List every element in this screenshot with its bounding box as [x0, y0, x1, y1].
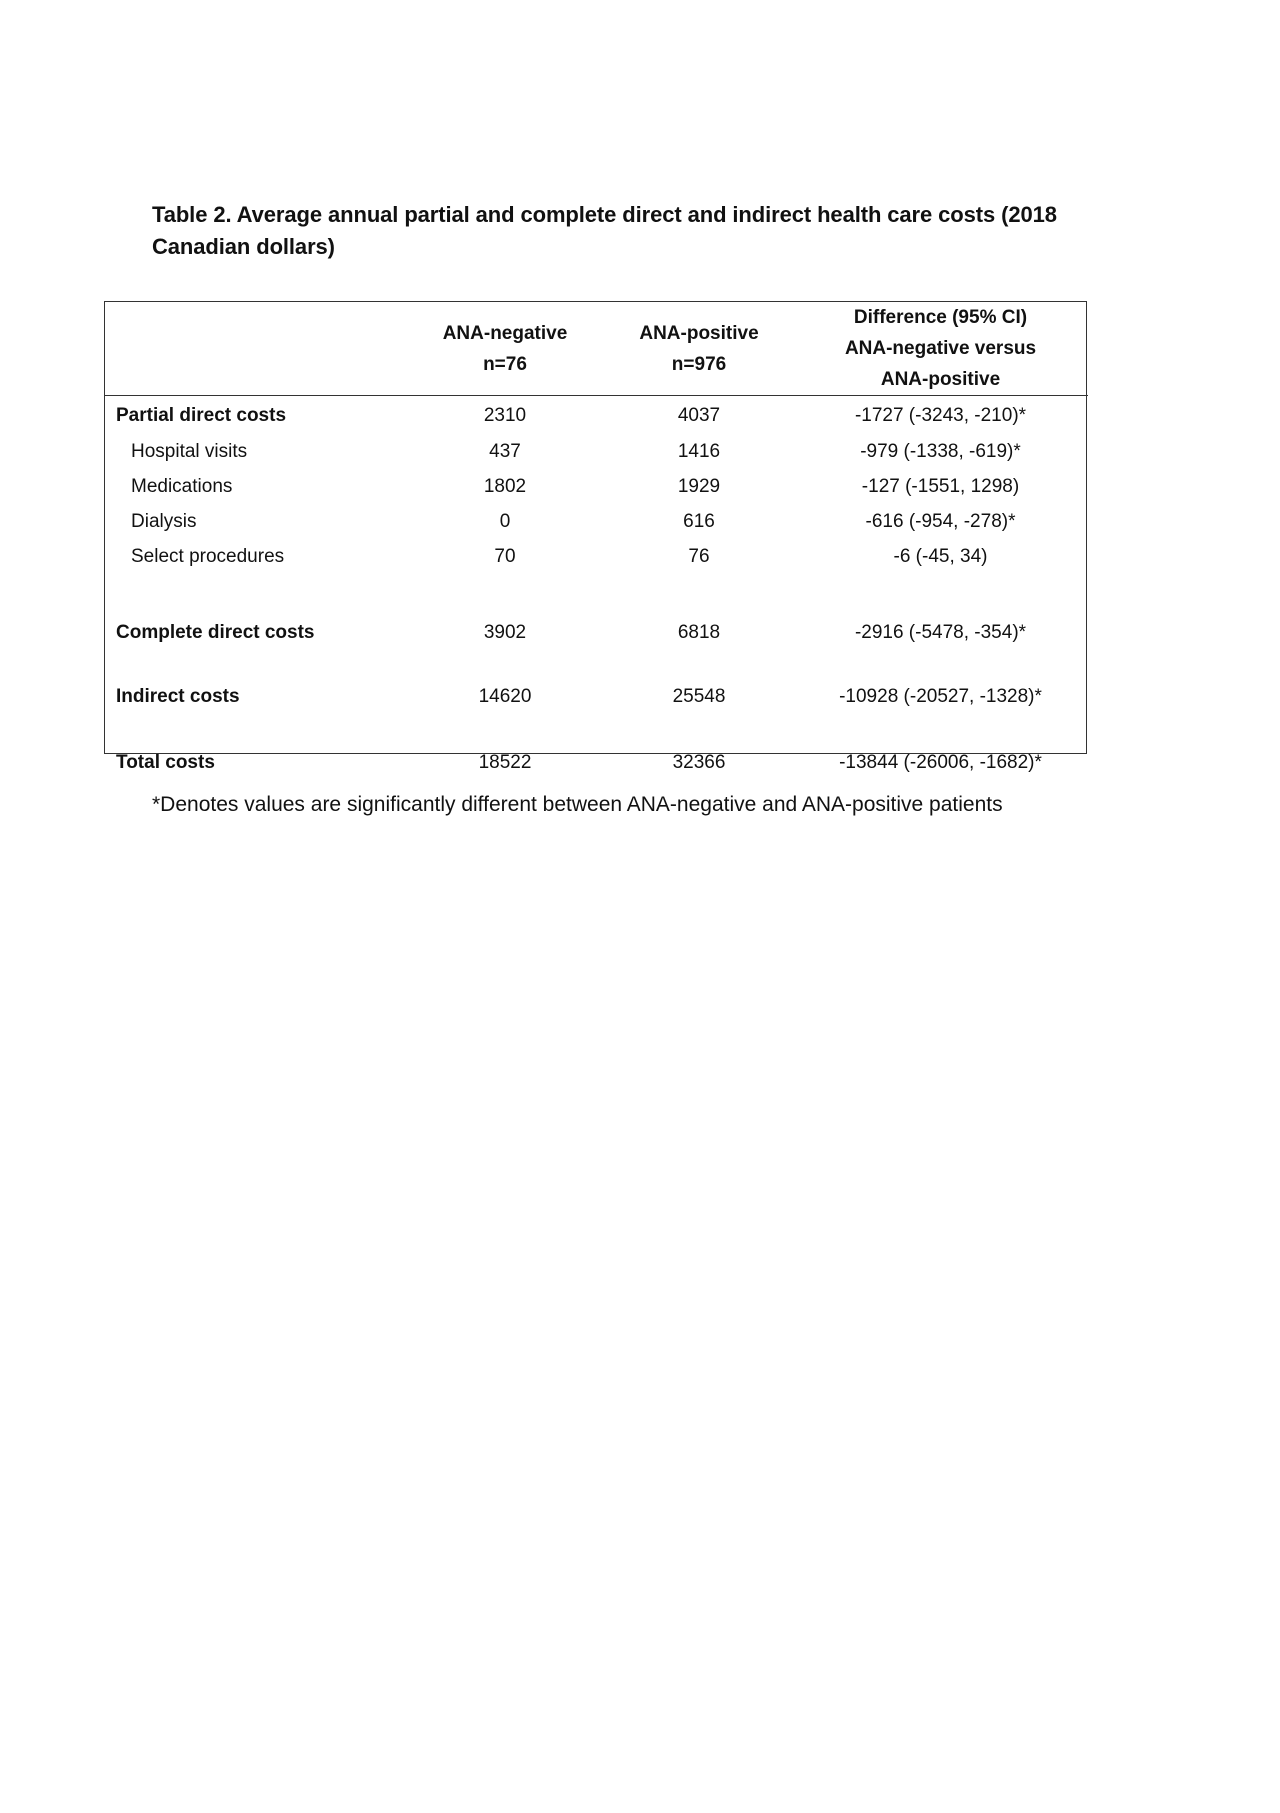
header-row — [105, 302, 1088, 396]
table-row — [105, 504, 1088, 539]
cell-ana-positive: 4037 — [677, 405, 721, 426]
header-ana-negative-label: ANA-negative — [442, 322, 568, 344]
header-ana-negative — [405, 302, 605, 396]
cell-ana-negative: 18522 — [478, 752, 532, 773]
cell-difference: -2916 (-5478, -354)* — [854, 622, 1027, 643]
cost-table-grid — [105, 302, 1088, 778]
row-label: Total costs — [116, 752, 215, 773]
row-label: Dialysis — [131, 510, 197, 532]
cell-ana-negative: 14620 — [478, 686, 532, 707]
header-ana-positive-n: n=976 — [671, 353, 727, 375]
table-row — [105, 469, 1088, 504]
cell-ana-negative: 437 — [489, 440, 521, 462]
cell-ana-negative: 3902 — [483, 622, 527, 643]
table-row — [105, 712, 1088, 778]
table-row — [105, 648, 1088, 712]
row-label: Indirect costs — [116, 686, 240, 707]
row-label: Complete direct costs — [116, 622, 315, 643]
table-footnote: *Denotes values are significantly different between ANA-negative and ANA-positive patients — [152, 793, 1003, 816]
cost-table — [104, 301, 1087, 773]
cell-ana-negative: 0 — [499, 510, 511, 532]
cell-difference: -6 (-45, 34) — [893, 545, 988, 567]
table-body — [105, 396, 1088, 779]
table-row — [105, 434, 1088, 469]
header-difference-line2: ANA-negative versus — [844, 338, 1037, 359]
cell-difference: -1727 (-3243, -210)* — [854, 405, 1027, 426]
header-ana-negative-n: n=76 — [483, 353, 527, 375]
header-difference — [793, 302, 1088, 396]
header-ana-positive — [605, 302, 793, 396]
cell-difference: -127 (-1551, 1298) — [861, 475, 1020, 497]
table-row — [105, 539, 1088, 574]
cell-difference: -13844 (-26006, -1682)* — [839, 752, 1042, 773]
row-label: Select procedures — [131, 545, 285, 567]
header-empty — [105, 302, 405, 396]
row-label: Hospital visits — [131, 440, 248, 462]
table-title: Table 2. Average annual partial and complete direct and indirect health care costs (2018 Canadian dollars) — [152, 202, 1057, 259]
cell-ana-positive: 32366 — [672, 752, 726, 773]
cell-ana-positive: 76 — [688, 545, 710, 567]
cell-ana-negative: 2310 — [483, 405, 527, 426]
cell-ana-positive: 25548 — [672, 686, 726, 707]
cell-ana-positive: 6818 — [677, 622, 721, 643]
table-header — [105, 302, 1088, 396]
cell-ana-positive: 616 — [683, 510, 715, 532]
cell-difference: -10928 (-20527, -1328)* — [839, 686, 1042, 707]
cell-difference: -979 (-1338, -619)* — [860, 440, 1021, 462]
header-ana-positive-label: ANA-positive — [639, 322, 759, 344]
table-row — [105, 574, 1088, 648]
table-row — [105, 396, 1088, 435]
header-difference-line1: Difference (95% CI) — [853, 307, 1028, 328]
cell-ana-negative: 1802 — [483, 475, 527, 497]
cell-ana-positive: 1416 — [677, 440, 721, 462]
header-difference-line3: ANA-positive — [880, 369, 1001, 390]
row-label: Medications — [131, 475, 233, 497]
cell-ana-negative: 70 — [494, 545, 516, 567]
cell-ana-positive: 1929 — [677, 475, 721, 497]
row-label: Partial direct costs — [116, 405, 287, 426]
cell-difference: -616 (-954, -278)* — [865, 510, 1016, 532]
